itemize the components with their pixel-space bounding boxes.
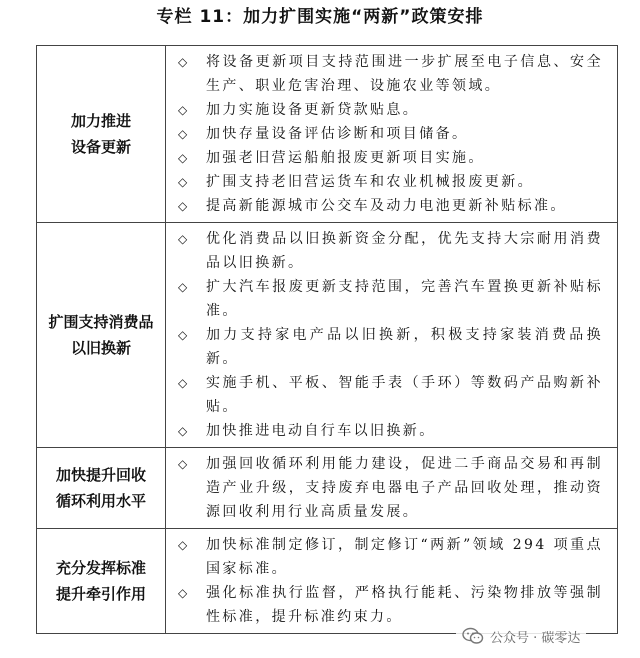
category-label-line: 循环利用水平 xyxy=(55,492,146,510)
items-cell xyxy=(166,448,618,529)
category-label-line: 提升牵引作用 xyxy=(55,585,146,603)
diamond-bullet-icon: ◇ xyxy=(178,103,188,117)
policy-row xyxy=(37,448,618,529)
diamond-bullet-icon: ◇ xyxy=(178,127,188,141)
list-item xyxy=(176,533,603,581)
policy-table xyxy=(36,45,618,634)
item-text: 加强老旧营运船舶报废更新项目实施。 xyxy=(206,150,485,166)
item-text: 扩围支持老旧营运货车和农业机械报废更新。 xyxy=(206,174,534,190)
category-label-line: 扩围支持消费品 xyxy=(48,313,154,331)
category-label-line: 设备更新 xyxy=(70,138,131,156)
list-item xyxy=(176,227,603,275)
diamond-bullet-icon: ◇ xyxy=(178,55,188,69)
item-text: 将设备更新项目支持范围进一步扩展至电子信息、安全生产、职业危害治理、设施农业等领域。 xyxy=(206,54,603,94)
list-item xyxy=(176,371,603,419)
wechat-icon xyxy=(462,627,484,645)
diamond-bullet-icon: ◇ xyxy=(178,280,188,294)
list-item xyxy=(176,581,603,629)
list-item xyxy=(176,170,603,194)
watermark xyxy=(456,624,586,648)
category-label-line: 以旧换新 xyxy=(70,339,131,357)
item-text: 加强回收循环利用能力建设，促进二手商品交易和再制造产业升级，支持废弃电器电子产品回收处理，推动资源回收利用行业高质量发展。 xyxy=(206,456,603,520)
policy-row xyxy=(37,529,618,634)
diamond-bullet-icon: ◇ xyxy=(178,424,188,438)
item-text: 优化消费品以旧换新资金分配，优先支持大宗耐用消费品以旧换新。 xyxy=(206,231,603,271)
category-cell xyxy=(37,223,166,448)
list-item xyxy=(176,50,603,98)
list-item xyxy=(176,98,603,122)
list-item xyxy=(176,146,603,170)
item-text: 实施手机、平板、智能手表（手环）等数码产品购新补贴。 xyxy=(206,375,603,415)
diamond-bullet-icon: ◇ xyxy=(178,328,188,342)
category-label-line: 加快提升回收 xyxy=(55,466,146,484)
list-item xyxy=(176,452,603,524)
list-item xyxy=(176,122,603,146)
items-cell xyxy=(166,223,618,448)
item-text: 加快推进电动自行车以旧换新。 xyxy=(206,423,436,439)
item-text: 加力实施设备更新贷款贴息。 xyxy=(206,102,420,118)
item-text: 强化标准执行监督，严格执行能耗、污染物排放等强制性标准，提升标准约束力。 xyxy=(206,585,603,625)
diamond-bullet-icon: ◇ xyxy=(178,586,188,600)
diamond-bullet-icon: ◇ xyxy=(178,457,188,471)
item-text: 扩大汽车报废更新支持范围，完善汽车置换更新补贴标准。 xyxy=(206,279,603,319)
category-cell xyxy=(37,448,166,529)
item-text: 加力支持家电产品以旧换新，积极支持家装消费品换新。 xyxy=(206,327,603,367)
policy-row xyxy=(37,46,618,223)
list-item xyxy=(176,419,603,443)
item-text: 提高新能源城市公交车及动力电池更新补贴标准。 xyxy=(206,198,567,214)
diamond-bullet-icon: ◇ xyxy=(178,175,188,189)
policy-row xyxy=(37,223,618,448)
category-label-line: 充分发挥标准 xyxy=(55,559,146,577)
list-item xyxy=(176,275,603,323)
item-text: 加快标准制定修订，制定修订“两新”领域 294 项重点国家标准。 xyxy=(206,537,603,577)
watermark-text: 公众号 · 碳零达 xyxy=(490,630,581,646)
list-item xyxy=(176,323,603,371)
items-cell xyxy=(166,529,618,634)
page-title: 专栏 11：加力扩围实施“两新”政策安排 xyxy=(156,7,484,27)
list-item xyxy=(176,194,603,218)
category-cell xyxy=(37,529,166,634)
item-text: 加快存量设备评估诊断和项目储备。 xyxy=(206,126,469,142)
diamond-bullet-icon: ◇ xyxy=(178,538,188,552)
diamond-bullet-icon: ◇ xyxy=(178,376,188,390)
category-label-line: 加力推进 xyxy=(70,112,131,130)
diamond-bullet-icon: ◇ xyxy=(178,151,188,165)
items-cell xyxy=(166,46,618,223)
diamond-bullet-icon: ◇ xyxy=(178,232,188,246)
category-cell xyxy=(37,46,166,223)
diamond-bullet-icon: ◇ xyxy=(178,199,188,213)
